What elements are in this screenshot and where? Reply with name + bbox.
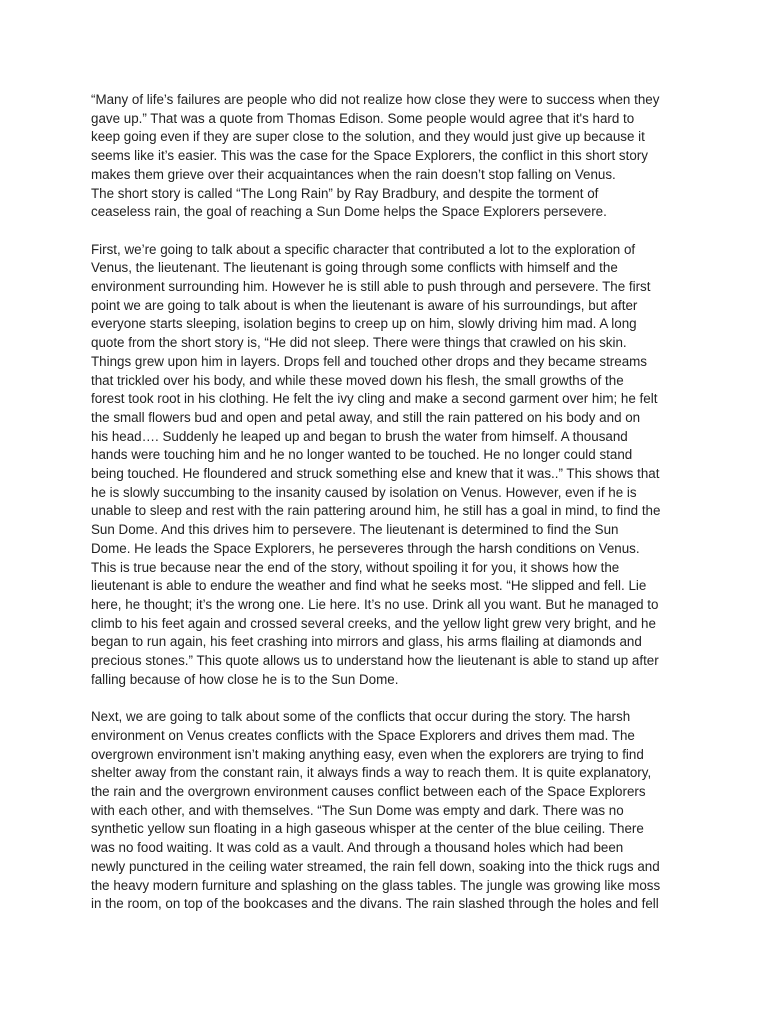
text-line: seems like it’s easier. This was the case for the Space Explorers, the conflict in this short story (91, 148, 648, 164)
text-line: This is true because near the end of the story, without spoiling it for you, it shows how the (91, 559, 620, 575)
text-line: falling because of how close he is to the Sun Dome. (91, 671, 399, 687)
text-line: newly punctured in the ceiling water streamed, the rain fell down, soaking into the thick rugs and (91, 858, 660, 874)
text-line: everyone starts sleeping, isolation begins to creep up on him, slowly driving him mad. A long (91, 316, 637, 332)
text-line: ceaseless rain, the goal of reaching a Sun Dome helps the Space Explorers persevere. (91, 204, 607, 220)
text-line: Dome. He leads the Space Explorers, he perseveres through the harsh conditions on Venus. (91, 540, 640, 556)
text-line: makes them grieve over their acquaintances when the rain doesn’t stop falling on Venus. (91, 166, 616, 182)
text-line: environment surrounding him. However he is still able to push through and persevere. The first (91, 279, 651, 295)
text-line: the small flowers bud and open and petal away, and still the rain pattered on his body and on (91, 409, 641, 425)
text-line: climb to his feet again and crossed several creeks, and the yellow light grew very bright, and he (91, 615, 656, 631)
text-line: in the room, on top of the bookcases and the divans. The rain slashed through the holes and fell (91, 896, 659, 912)
text-line: his head…. Suddenly he leaped up and began to brush the water from himself. A thousand (91, 428, 628, 444)
text-line: hands were touching him and he no longer wanted to be touched. He no longer could stand (91, 447, 633, 463)
text-line: Next, we are going to talk about some of the conflicts that occur during the story. The harsh (91, 709, 631, 725)
text-line: First, we’re going to talk about a specific character that contributed a lot to the exploration of (91, 241, 636, 257)
paragraph-intro (91, 91, 681, 222)
text-line: he is slowly succumbing to the insanity caused by isolation on Venus. However, even if he is (91, 484, 637, 500)
text-line: overgrown environment isn’t making anything easy, even when the explorers are trying to find (91, 746, 644, 762)
text-line: here, he thought; it’s the wrong one. Lie here. It’s no use. Drink all you want. But he managed to (91, 596, 659, 612)
text-line: precious stones.” This quote allows us to understand how the lieutenant is able to stand up after (91, 653, 659, 669)
document-page (91, 91, 681, 933)
text-line: was no food waiting. It was cold as a vault. And through a thousand holes which had been (91, 840, 624, 856)
text-line: being touched. He floundered and struck something else and knew that it was..” This shows that (91, 466, 660, 482)
text-line: shelter away from the constant rain, it always finds a way to reach them. It is quite explanatory, (91, 765, 652, 781)
text-line: “Many of life’s failures are people who did not realize how close they were to success when they (91, 92, 660, 107)
text-line: keep going even if they are super close to the solution, and they would just give up because it (91, 129, 645, 145)
text-line: Venus, the lieutenant. The lieutenant is going through some conflicts with himself and the (91, 260, 618, 276)
text-line: gave up.” That was a quote from Thomas Edison. Some people would agree that it's hard to (91, 110, 635, 126)
text-line: quote from the short story is, “He did not sleep. There were things that crawled on his skin. (91, 335, 627, 351)
text-line: Things grew upon him in layers. Drops fell and touched other drops and they became streams (91, 353, 648, 369)
text-line: environment on Venus creates conflicts with the Space Explorers and drives them mad. The (91, 727, 635, 743)
text-line: synthetic yellow sun floating in a high gaseous whisper at the center of the blue ceiling. There (91, 821, 644, 837)
text-line: Sun Dome. And this drives him to persevere. The lieutenant is determined to find the Sun (91, 522, 619, 538)
text-line: forest took root in his clothing. He felt the ivy cling and make a second garment over him; he felt (91, 391, 658, 407)
paragraph-lieutenant (91, 241, 681, 690)
text-line: unable to sleep and rest with the rain pattering around him, he still has a goal in mind, to find the (91, 503, 661, 519)
text-line: with each other, and with themselves. “The Sun Dome was empty and dark. There was no (91, 802, 624, 818)
text-line: The short story is called “The Long Rain” by Ray Bradbury, and despite the torment of (91, 185, 599, 201)
text-line: point we are going to talk about is when the lieutenant is aware of his surroundings, but after (91, 297, 638, 313)
text-line: the rain and the overgrown environment causes conflict between each of the Space Explorers (91, 783, 646, 799)
paragraph-conflicts (91, 708, 681, 914)
text-line: lieutenant is able to endure the weather and find what he seeks most. “He slipped and fell. Lie (91, 578, 647, 594)
text-line: that trickled over his body, and while these moved down his flesh, the small growths of the (91, 372, 624, 388)
text-line: began to run again, his feet crashing into mirrors and glass, his arms flailing at diamonds and (91, 634, 642, 650)
text-line: the heavy modern furniture and splashing on the glass tables. The jungle was growing like moss (91, 877, 661, 893)
